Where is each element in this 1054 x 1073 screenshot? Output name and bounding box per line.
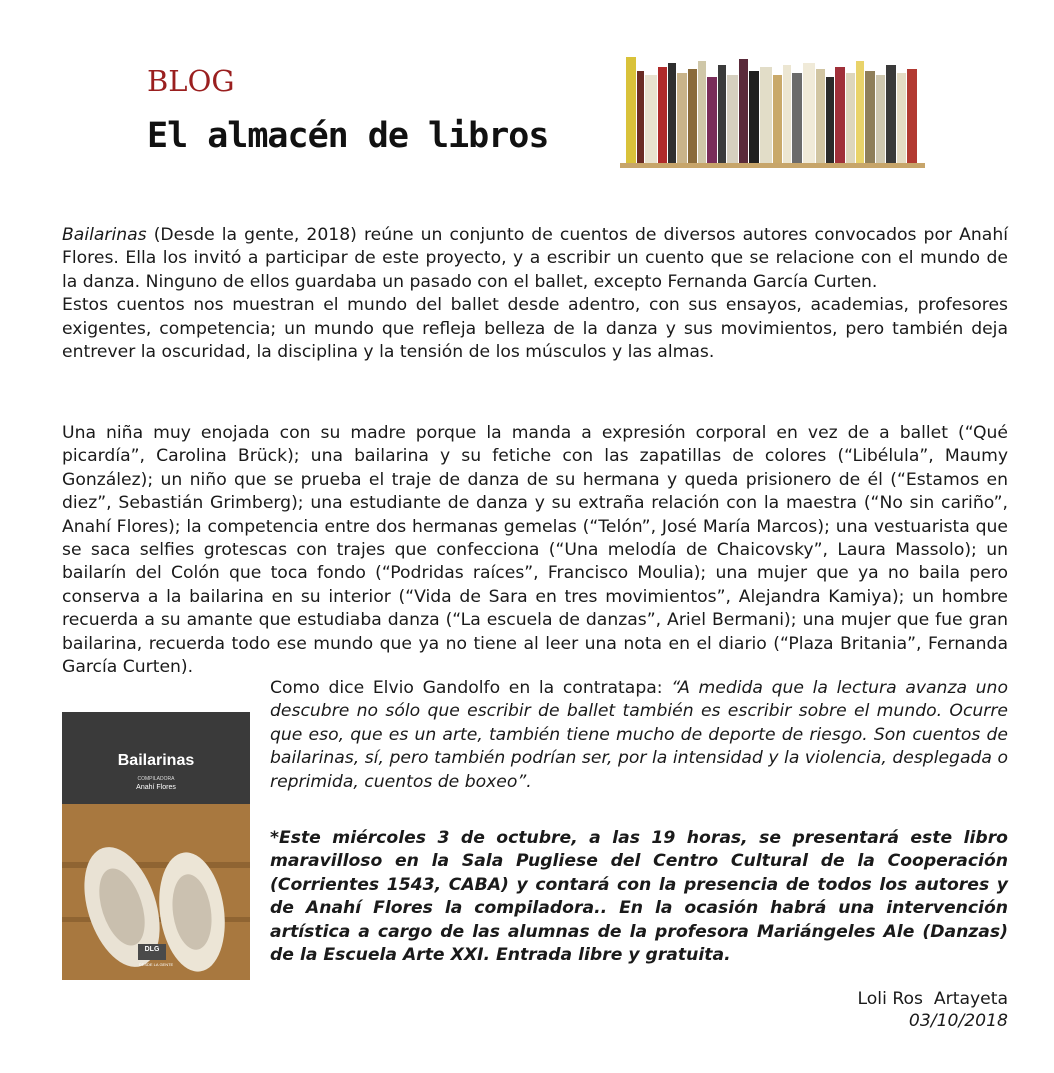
bookshelf-image — [620, 55, 925, 168]
intro-paragraph — [62, 224, 1008, 364]
event-announcement: *Este miércoles 3 de octubre, a las 19 horas, se presentará este libro maravilloso en la Sala Pugliese del Centro Cultural de la Cooperación (Corrientes 1543, CABA) y contará con la presencia de todos los autores y de Anahí Flores la compiladora.. En la ocasión habrá una intervención artística a cargo de las alumnas de la profesora Mariángeles Ale (Danzas) de la Escuela Arte XXI. Entrada libre y gratuita. — [270, 828, 1008, 966]
cover-publisher: DESDE LA GENTE — [138, 962, 174, 967]
quote-text: “A medida que la lectura avanza uno descubre no sólo que escribir de ballet también es escribir sobre el mundo. Ocurre que eso, que es un arte, también tiene mucho de deporte de riesgo. Son cuentos de bailarinas, sí, pero también podrían ser, por la intensidad y la violencia, desplegada o reprimida, cuentos de boxeo”. — [270, 678, 1008, 792]
book-cover-image — [62, 712, 250, 980]
intro-text-2: Estos cuentos nos muestran el mundo del ballet desde adentro, con sus ensayos, academias, profesores exigentes, competencia; un mundo que refleja belleza de la danza y sus movimientos, pero también deja entrever la oscuridad, la disciplina y la tensión de los músculos y las almas. — [62, 295, 1008, 363]
cover-title: Bailarinas — [117, 752, 195, 769]
book-title-inline: Bailarinas — [62, 225, 147, 245]
intro-text-1: (Desde la gente, 2018) reúne un conjunto de cuentos de diversos autores convocados por Anahí Flores. Ella los invitó a participar de este proyecto, y a escribir un cuento que se relacione con el mundo de la danza. Ninguno de ellos guardaba un pasado con el ballet, excepto Fernanda García Curten. — [62, 225, 1008, 292]
cover-compiler-label: COMPILADORA — [137, 776, 175, 782]
cover-compiler: Anahí Flores — [136, 784, 176, 791]
summary-paragraph: Una niña muy enojada con su madre porque la manda a expresión corporal en vez de a ballet (“Qué picardía”, Carolina Brück); una bailarina y su fetiche con las zapatillas de colores (“Libélula”, Maumy González); un niño que se prueba el traje de danza de su hermana y queda prisionero de él (“Estamos en diez”, Sebastián Grimberg); una estudiante de danza y su extraña relación con la maestra (“No sin cariño”, Anahí Flores); la competencia entre dos hermanas gemelas (“Telón”, José María Marcos); una vestuarista que se saca selfies grotescas con trajes que confecciona (“Una melodía de Chaicovsky”, Laura Massolo); un bailarín del Colón que toca fondo (“Podridas raíces”, Francisco Moulia); una mujer que ya no baila pero conserva a la bailarina en su interior (“Vida de Sara en tres movimientos”, Alejandra Kamiya); un hombre recuerda a su amante que estudiaba danza (“La escuela de danzas”, Ariel Bermani); una mujer que fue gran bailarina, recuerda todo ese mundo que ya no tiene al leer una nota en el diario (“Plaza Britania”, Fernanda García Curten). — [62, 423, 1008, 678]
blog-title: El almacén de libros — [147, 116, 549, 156]
blog-label: BLOG — [147, 64, 235, 98]
author-name: Loli Ros Artayeta — [857, 989, 1008, 1009]
quote-paragraph — [270, 677, 1008, 794]
cover-publisher-logo: DLG — [144, 946, 160, 953]
quote-lead: Como dice Elvio Gandolfo en la contratapa: — [270, 678, 672, 698]
signature — [858, 988, 1008, 1032]
post-date: 03/10/2018 — [908, 1011, 1008, 1031]
